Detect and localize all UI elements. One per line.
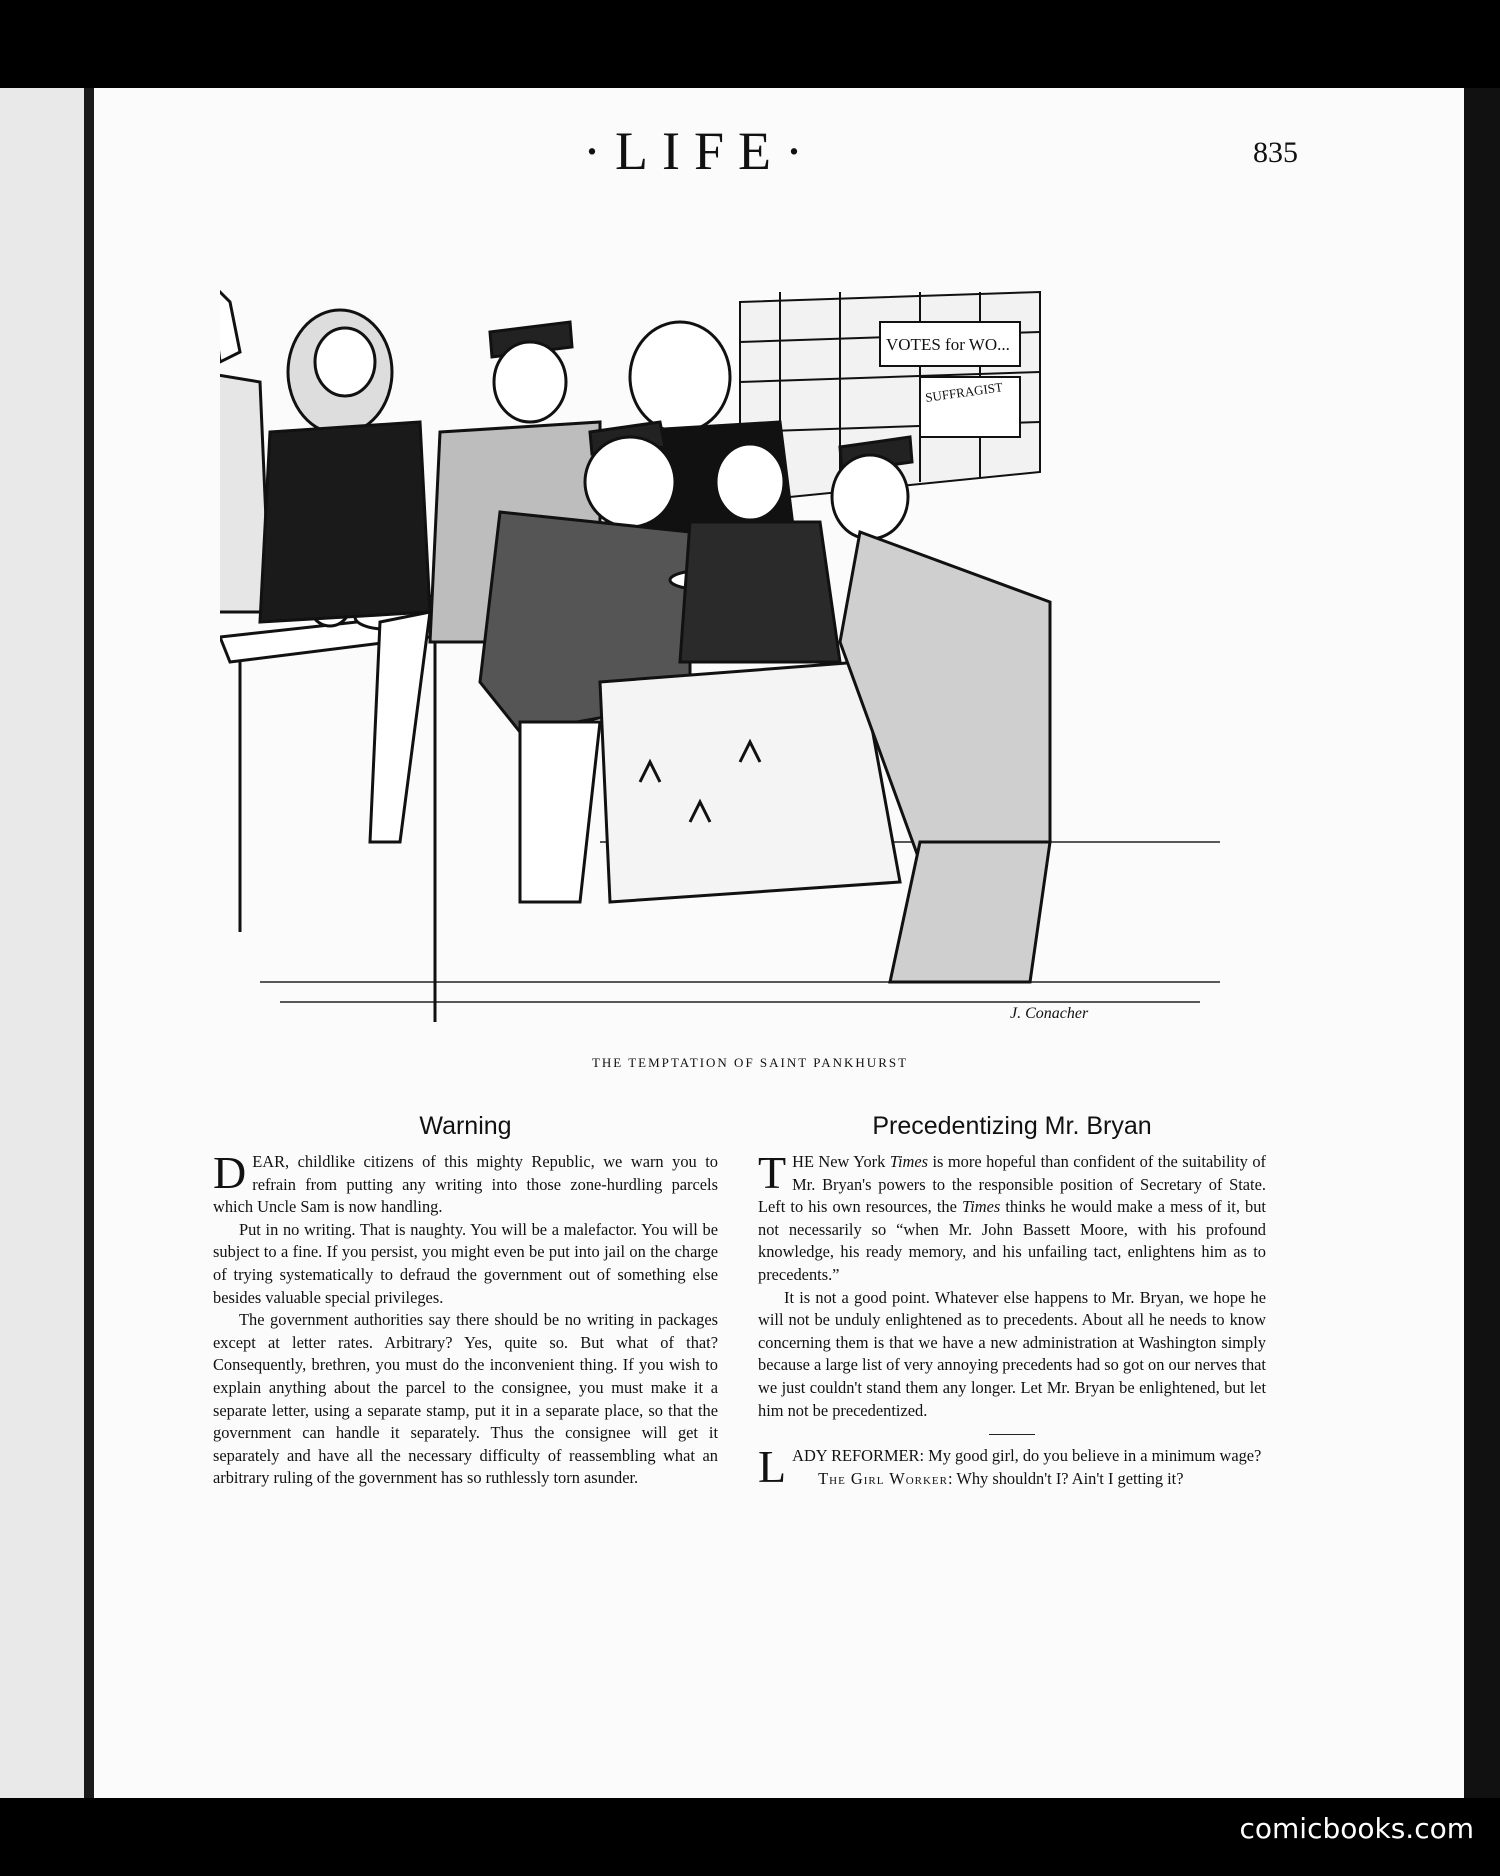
article-warning [213,1112,718,1490]
site-watermark: comicbooks.com [1239,1812,1474,1845]
bryan-title: Precedentizing Mr. Bryan [872,1112,1152,1140]
warning-paragraph-1 [213,1147,718,1219]
bryan-paragraph-2: It is not a good point. Whatever else happens to Mr. Bryan, we hope he will not be unduly enlightened as to precedents. About all he needs to know concerning them is that we have a new administration at Washington simply because a large list of very annoying precedents had so got on our nerves that we just couldn't stand them any longer. Let Mr. Bryan be enlightened, but let him not be precedentized. [758,1287,1266,1420]
warning-title: Warning [419,1112,512,1140]
figure-judge [260,310,430,622]
dialogue-speaker-2: The Girl Worker [818,1468,948,1488]
bryan-p1-part-a: HE New York [792,1152,890,1171]
bryan-times-2: Times [961,1197,1001,1217]
figure-guard-with-cup [832,437,1050,982]
dialogue-line-2 [758,1468,1266,1491]
cartoon-illustration [220,282,1260,1032]
artist-signature: J. Conacher [1010,1005,1089,1022]
warning-paragraph-3: The government authorities say there should be no writing in packages except at letter rates. Arbitrary? Yes, quite so. But what of that? Consequently, brethren, you must do the inconvenient thing. If you wish to explain anything about the parcel to the consignee, you must make it a separate letter, using a separate stamp, put it in a separate place, so that the government can handle it separately. Thus the consignee will get it separately and have all the necessary difficulty of reassembling what an arbitrary ruling of the government has so ruthlessly torn asunder. [213,1310,718,1488]
article-bryan [758,1112,1266,1493]
dialogue-text-1: : My good girl, do you believe in a minimum wage? [919,1446,1262,1466]
bryan-times-1: Times [889,1152,929,1171]
illustration-caption: THE TEMPTATION OF SAINT PANKHURST [591,1055,909,1070]
warning-paragraph-1-text: EAR, childlike citizens of this mighty Republic, we warn you to refrain from putting any writing into those zone-hurdling parcels which Uncle Sam is now handling. [213,1152,718,1217]
facing-page-edge [0,88,84,1798]
wall-poster-votes: VOTES for WO... [886,335,1010,354]
warning-paragraph-2: Put in no writing. That is naughty. You will be a malefactor. You will be subject to a fine. If you persist, you might even be put into jail on the charge of trying systematically to defraud the government out of something else besides valuable special privileges. [213,1219,718,1307]
warning-dropcap: D [213,1147,247,1198]
bryan-p1-part-c: thinks he would make a mess of it, but not necessarily so “when Mr. John Bassett Moore, with his profound knowledge, his ready memory, and his unfailing tact, enlightens him as to precedents.” [758,1197,1266,1284]
dialogue-dropcap: L [758,1441,787,1493]
bryan-paragraph-1 [758,1147,1266,1287]
page-edge-right [1464,88,1500,1798]
book-gutter [84,88,94,1798]
page-number: 835 [1253,136,1298,169]
masthead-title: ·LIFE· [583,121,817,181]
dialogue-speaker-1: ADY REFORMER [792,1446,920,1466]
section-divider [989,1434,1035,1435]
dialogue-text-2: : Why shouldn't I? Ain't I getting it? [948,1468,1184,1488]
bryan-dropcap: T [758,1147,787,1198]
bryan-p1-part-b: is more hopeful than confident of the suitability of Mr. Bryan's powers to the responsible position of Secretary of State. Left to his own resources, the [758,1152,1266,1217]
wall-poster-suffragist: SUFFRAGIST [924,379,1004,405]
